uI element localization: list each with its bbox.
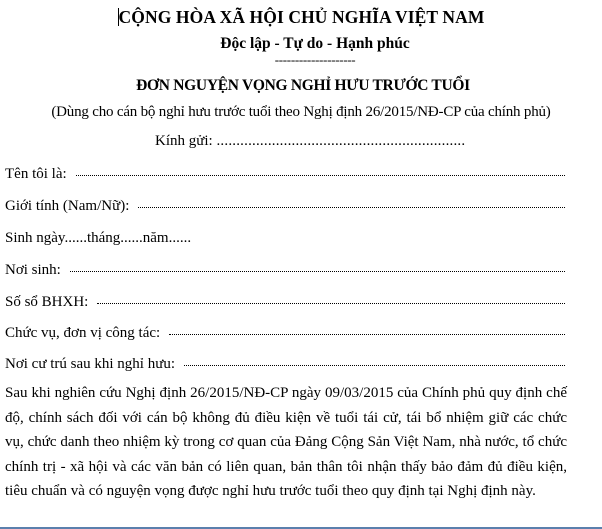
- field-label: Chức vụ, đơn vị công tác:: [5, 325, 161, 341]
- field-social-insurance-number[interactable]: [5, 294, 565, 311]
- field-label: Tên tôi là:: [5, 166, 67, 182]
- field-residence-after-retirement[interactable]: [5, 356, 565, 373]
- field-label: Giới tính (Nam/Nữ):: [5, 198, 130, 214]
- field-label: Nơi cư trú sau khi nghỉ hưu:: [5, 356, 176, 372]
- recipient-blank[interactable]: ...............................................................: [216, 133, 466, 149]
- body-paragraph: Sau khi nghiên cứu Nghị định 26/2015/NĐ-CP ngày 09/03/2015 của Chính phủ quy định chế độ, chính sách đối với cán bộ không đủ điều kiện về tuổi tái cử, tái bổ nhiệm giữ các chức vụ, chức danh theo nhiệm kỳ trong cơ quan của Đảng Cộng Sản Việt Nam, nhà nước, tổ chức chính trị - xã hội và các văn bản có liên quan, bản thân tôi nhận thấy bảo đảm đủ điều kiện, tiêu chuẩn và có nguyện vọng được nghỉ hưu trước tuổi theo quy định tại Nghị định này.: [5, 385, 567, 499]
- field-position-workplace[interactable]: [5, 325, 565, 342]
- motto-divider: --------------------: [274, 52, 356, 67]
- fill-in-blank[interactable]: [138, 206, 565, 208]
- field-date-of-birth[interactable]: [5, 230, 565, 247]
- fill-in-blank[interactable]: [97, 302, 565, 304]
- field-label: Nơi sinh:: [5, 262, 61, 278]
- field-gender[interactable]: [5, 198, 565, 215]
- fill-in-blank[interactable]: [76, 174, 565, 176]
- document-title: ĐƠN NGUYỆN VỌNG NGHỈ HƯU TRƯỚC TUỔI: [136, 77, 470, 94]
- fill-in-blank[interactable]: [184, 364, 565, 366]
- fill-in-blank[interactable]: [169, 333, 565, 335]
- document-subtitle: (Dùng cho cán bộ nghỉ hưu trước tuổi theo Nghị định 26/2015/NĐ-CP của chính phủ): [51, 104, 551, 120]
- motto: Độc lập - Tự do - Hạnh phúc: [220, 35, 410, 52]
- field-full-name[interactable]: [5, 166, 565, 183]
- recipient-label: Kính gửi:: [155, 133, 213, 149]
- field-label: Số sổ BHXH:: [5, 294, 89, 310]
- field-label: Sinh ngày......tháng......năm......: [5, 230, 192, 246]
- nation-header: [0, 7, 602, 28]
- fill-in-blank[interactable]: [70, 270, 565, 272]
- recipient-line[interactable]: [155, 133, 465, 150]
- field-place-of-birth[interactable]: [5, 262, 565, 279]
- nation-text: CỘNG HÒA XÃ HỘI CHỦ NGHĨA VIỆT NAM: [118, 7, 485, 27]
